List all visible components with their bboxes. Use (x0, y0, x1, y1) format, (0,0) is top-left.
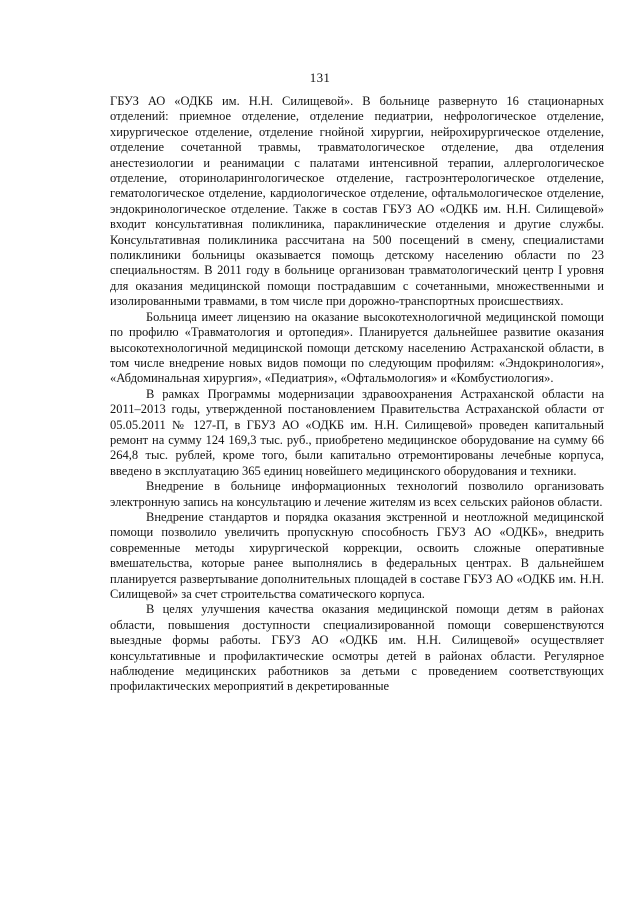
paragraph-outreach: В целях улучшения качества оказания медицинской помощи детям в районах области, повышения доступности специализированной помощи совершенствуются выездные формы работы. ГБУЗ АО «ОДКБ им. Н.Н. Силищевой» осуществляет консультативные и профилактические осмотры детей в районах области. Регулярное наблюдение медицинских работников за детьми с проведением соответствующих профилактических мероприятий в декретированные (110, 602, 604, 694)
paragraph-hospital-departments: ГБУЗ АО «ОДКБ им. Н.Н. Силищевой». В больнице развернуто 16 стационарных отделений: приемное отделение, отделение педиатрии, нефрологическое отделение, хирургическое отделение, отделение гнойной хирургии, нейрохирургическое отделение, отделение сочетанной травмы, травматологическое отделение, два отделения анестезиологии и реанимации с палатами интенсивной терапии, аллергологическое отделение, оториноларингологическое отделение, гастроэнтерологическое отделение, гематологическое отделение, кардиологическое отделение, офтальмологическое отделение, эндокринологическое отделение. Также в состав ГБУЗ АО «ОДКБ им. Н.Н. Силищевой» входит консультативная поликлиника, параклинические отделения и другие службы. Консультативная поликлиника рассчитана на 500 посещений в смену, специалистами поликлиники больницы оказывается помощь детскому населению области по 23 специальностям. В 2011 году в больнице организован травматологический центр I уровня для оказания медицинской помощи пострадавшим с сочетанными, множественными и изолированными травмами, в том числе при дорожно-транспортных происшествиях. (110, 94, 604, 309)
body-text (110, 94, 604, 695)
paragraph-information-technologies: Внедрение в больнице информационных технологий позволило организовать электронную запись на консультацию и лечение жителям из всех сельских районов области. (110, 479, 604, 509)
page-number: 131 (309, 70, 331, 85)
paragraph-modernization-program: В рамках Программы модернизации здравоохранения Астраханской области на 2011–2013 годы, утвержденной постановлением Правительства Астраханской области от 05.05.2011 № 127-П, в ГБУЗ АО «ОДКБ им. Н.Н. Силищевой» проведен капитальный ремонт на сумму 124 169,3 тыс. руб., приобретено медицинское оборудование на сумму 66 264,8 тыс. рублей, кроме того, были капитально отремонтированы лечебные корпуса, введено в эксплуатацию 365 единиц новейшего медицинского оборудования и техники. (110, 386, 604, 478)
paragraph-license: Больница имеет лицензию на оказание высокотехнологичной медицинской помощи по профилю «Травматология и ортопедия». Планируется дальнейшее развитие оказания высокотехнологичной медицинской помощи детскому населению Астраханской области, в том числе внедрение новых видов помощи по следующим профилям: «Эндокринология», «Абдоминальная хирургия», «Педиатрия», «Офтальмология» и «Комбустиология». (110, 309, 604, 386)
paragraph-standards: Внедрение стандартов и порядка оказания экстренной и неотложной медицинской помощи позволило увеличить пропускную способность ГБУЗ АО «ОДКБ», внедрить современные методы хирургической коррекции, освоить сложные оперативные вмешательства, которые ранее выполнялись в федеральных центрах. В дальнейшем планируется развертывание дополнительных площадей в составе ГБУЗ АО «ОДКБ им. Н.Н. Силищевой» за счет строительства соматического корпуса. (110, 509, 604, 601)
